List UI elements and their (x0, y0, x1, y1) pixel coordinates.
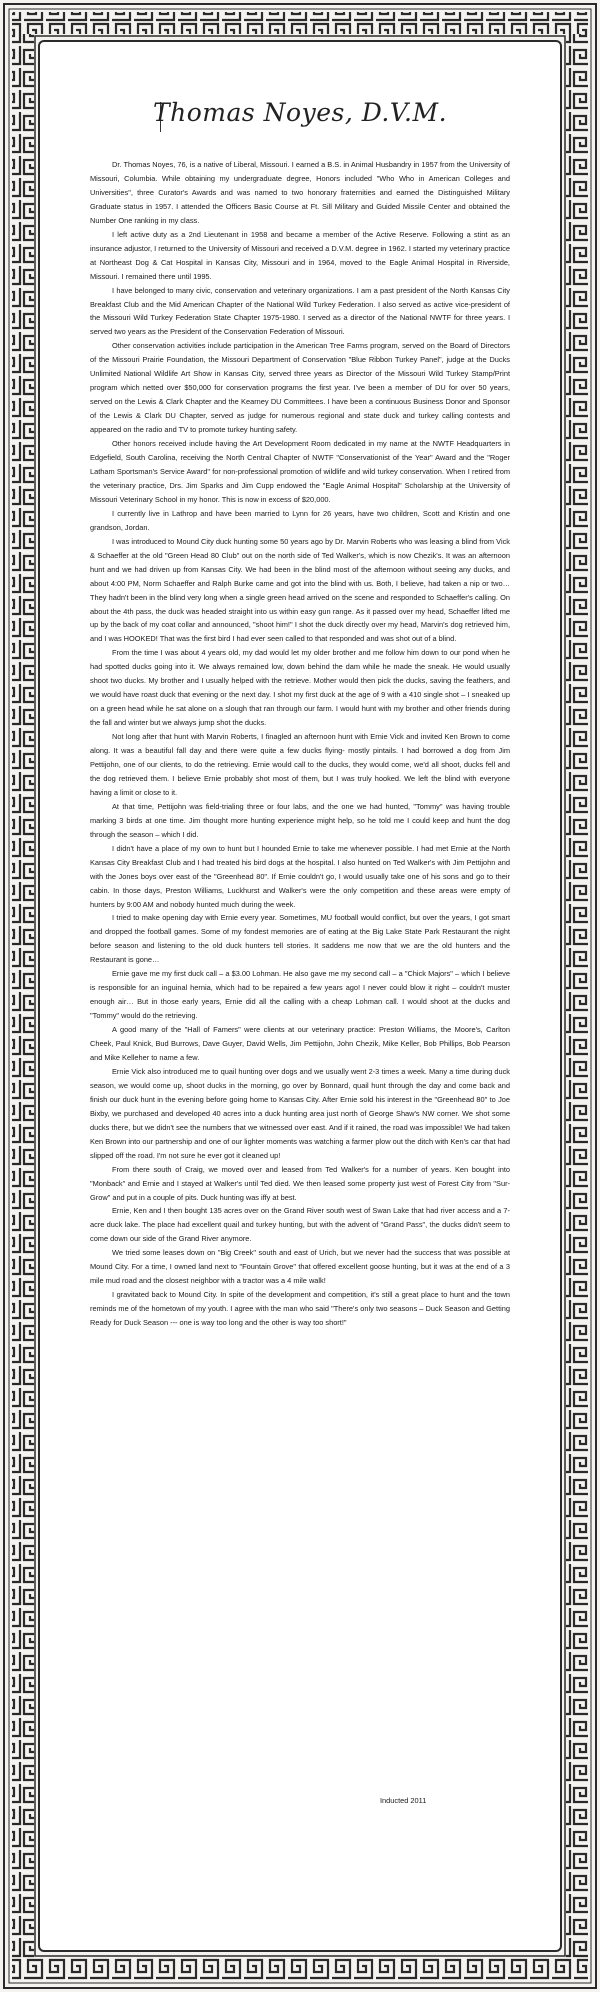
paragraph: A good many of the "Hall of Famers" were clients at our veterinary practice: Preston Williams, the Moore's, Carlton Cheek, Paul Knick, Bud Burrows, Dave Guyer, David Wells, Jim Pettijohn, John Chezik, Mike Keller, Bob Phillips, Bob Pearson and Mike Kelleher to name a few. (90, 1025, 510, 1062)
paragraph: I currently live in Lathrop and have been married to Lynn for 26 years, have two children, Scott and Kristin and one grandson, Jordan. (90, 508, 510, 532)
paragraph: From the time I was about 4 years old, my dad would let my older brother and me follow him down to our pond when he had spotted ducks going into it. We always remained low, down behind the dam while he made the sneak. He would usually shoot two ducks. My brother and I usually helped with the retrieve. Mother would then pick the ducks, saving the feathers, and we would have roast duck that evening or the next day. I shot my first duck at the age of 9 with a 410 single shot – I sneaked up on a green head while he sat alone on a slough that ran through our farm. I would hunt with my brother and other friends during the fall and winter but we always jump shot the ducks. (90, 648, 510, 728)
inducted-note: Inducted 2011 (380, 1796, 427, 1805)
biography-text (90, 158, 510, 1330)
paragraph: Ernie, Ken and I then bought 135 acres over on the Grand River south west of Swan Lake that had river access and a 7-acre duck lake. The place had excellent quail and turkey hunting, but with the advent of "Grand Pass", the ducks didn't seem to come down our side of the Grand River anymore. (90, 1206, 510, 1244)
paragraph: I left active duty as a 2nd Lieutenant in 1958 and became a member of the Active Reserve. Following a stint as an insurance adjustor, I returned to the University of Missouri and received a D.V.M. degree in 1962. I started my veterinary practice at Northeast Dog & Cat Hospital in Kansas City, Missouri and in 1964, moved to the Eagle Animal Hospital in Riverside, Missouri. I remained there until 1995. (90, 229, 510, 281)
paragraph: Ernie Vick also introduced me to quail hunting over dogs and we usually went 2-3 times a week. Many a time during duck season, we would come up, shoot ducks in the morning, go over by Bonnard, quail hunt through the day and come back and finish our duck hunt in the evening before going home to Kansas City. After Ernie sold his interest in the "Greenhead 80" to Joe Bixby, we purchased and developed 40 acres into a duck hunting area just north of George Shaw's NW corner. We shot some ducks there, but we didn't see the numbers that we witnessed over east. And if it rained, the road was impossible! We had taken Ken Brown into our partnership and one of our lighter moments was watching a farmer plow out the ditch with Ken's car that had slipped off the road. I'm not sure he ever got it cleaned up! (90, 1066, 510, 1160)
paragraph: At that time, Pettijohn was field-trialing three or four labs, and the one we had hunted, "Tommy" was having trouble marking 3 birds at one time. Jim thought more hunting experience might help, so he told me I could keep and hunt the dog through the season – which I did. (90, 801, 510, 839)
paragraph: Ernie gave me my first duck call – a $3.00 Lohman. He also gave me my second call – a "Chick Majors" – which I believe is responsible for an inguinal hernia, which had to be repaired a few years ago! I never could blow it right – couldn't muster enough air… But in those early years, Ernie did all the calling with a cheap Lohman call. I would shoot at the ducks and "Tommy" would do the retrieving. (90, 969, 510, 1021)
paragraph: From there south of Craig, we moved over and leased from Ted Walker's for a number of years. Ken bought into "Monback" and Ernie and I stayed at Walker's until Ted died. We then leased some property just west of Forest City from "Sur-Grow" and put in a couple of pits. Duck hunting was iffy at best. (90, 1164, 510, 1202)
paragraph: I didn't have a place of my own to hunt but I hounded Ernie to take me whenever possible. I had met Ernie at the North Kansas City Breakfast Club and I had treated his bird dogs at the hospital. I also hunted on Ted Walker's with Jim Pettijohn and with the Jones boys over east of the "Greenhead 80". If Ernie couldn't go, I would usually take one of his sons and go to their cabin. In those days, Preston Williams, Luckhurst and Walker's were the only competition and these areas were empty of hunters by 9:00 AM and nobody hunted much during the week. (90, 843, 510, 909)
paragraph: I gravitated back to Mound City. In spite of the development and competition, it's still a great place to hunt and the town reminds me of the hometown of my youth. I agree with the man who said "There's only two seasons – Duck Season and Getting Ready for Duck Season --- one is way too long and the other is way too short!" (90, 1290, 510, 1328)
paragraph: Dr. Thomas Noyes, 76, is a native of Liberal, Missouri. I earned a B.S. in Animal Husbandry in 1957 from the University of Missouri, Columbia. While obtaining my undergraduate degree, Honors included "Who Who in American Colleges and Universities", three Curator's Awards and was named to two honorary fraternities and earned the Distinguished Military Graduate status in 1957. I attended the Officers Basic Course at Ft. Sill Military and Guided Missile Center and obtained the Number One ranking in my class. (90, 160, 510, 225)
document-panel (38, 40, 562, 1952)
paragraph: I tried to make opening day with Ernie every year. Sometimes, MU football would conflict, but over the years, I got smart and dropped the football games. Some of my fondest memories are of eating at the Big Lake State Park Restaurant the night before season and listening to the old duck hunters tell stories. It saddens me now that we are the old hunters and the Restaurant is gone… (90, 913, 510, 965)
paragraph: Not long after that hunt with Marvin Roberts, I finagled an afternoon hunt with Ernie Vick and invited Ken Brown to come along. It was a beautiful fall day and there were quite a few ducks flying- mostly pintails. I had borrowed a dog from Jim Pettijohn, one of our clients, to do the retrieving. Ernie would call to the ducks, they would come, we'd all shoot, ducks fell and the dog retrieved them. I believe Ernie probably shot most of them, but I was truly hooked. We left the blind with everyone having a limit or close to it. (90, 732, 510, 797)
paragraph: I was introduced to Mound City duck hunting some 50 years ago by Dr. Marvin Roberts who was leasing a blind from Vick & Schaeffer at the old "Green Head 80 Club" out on the north side of Ted Walker's, which is now Chezik's. It was an afternoon hunt and we had driven up from Kansas City. We had been in the blind most of the afternoon without seeing any ducks, and about 4:00 PM, Norm Schaeffer and Ralph Burke came and got into the blind with us. Both, I believe, had taken a nip or two… They hadn't been in the blind very long when a single green head arrived on the scene and responded to Schaeffer's calling. On about the 4th pass, the duck was headed straight into us within easy gun range. As it passed over my head, Schaeffer lifted me up by the back of my coat collar and announced, "shoot him!" I shot the duck directly over my head, Marvin's dog retrieved him, and I was HOOKED! That was the first bird I had ever seen called to that responded and was shot out of a blind. (90, 536, 510, 644)
paragraph: I have belonged to many civic, conservation and veterinary organizations. I am a past president of the North Kansas City Breakfast Club and the Mid American Chapter of the National Wild Turkey Federation. I also served as active vice-president of the Missouri Wild Turkey Federation State Chapter 1975-1980. I served as a director of the National NWTF for three years. I served two years as the President of the Conservation Federation of Missouri. (90, 285, 510, 337)
page-title: Thomas Noyes, D.V.M. (152, 98, 448, 127)
paragraph: We tried some leases down on "Big Creek" south and east of Urich, but we never had the success that was possible at Mound City. For a time, I owned land next to "Fountain Grove" that offered excellent goose hunting, but it was at the end of a 3 mile mud road and the closest neighbor with a tractor was a 4 mile walk! (90, 1248, 510, 1286)
paragraph: Other conservation activities include participation in the American Tree Farms program, served on the Board of Directors of the Missouri Prairie Foundation, the Missouri Department of Conservation "Blue Ribbon Turkey Panel", judge at the Ducks Unlimited National Wildlife Art Show in Kansas City, served three years as Director of the Missouri Wild Turkey Stamp/Print program which netted over $50,000 for conservation programs the first year. I've been a member of DU for over 50 years, served on the Lewis & Clark Chapter and the Kearney DU Committees. I have been a continuous Business Donor and Sponsor of the Lewis & Clark DU Chapter, served as judge for numerous regional and state duck and turkey calling contests and appeared on the radio and TV to promote turkey hunting safety. (90, 341, 510, 435)
paragraph: Other honors received include having the Art Development Room dedicated in my name at the NWTF Headquarters in Edgefield, South Carolina, receiving the North Central Chapter of NWTF "Conservationist of the Year" Award and the "Roger Latham Sportsman's Service Award" for non-professional promotion of wildlife and wild turkey conservation. When I retired from the veterinary practice, Drs. Jim Sparks and Jim Cupp endowed the "Eagle Animal Hospital" Scholarship at the University of Missouri Veterinary School in my honor. This is now in excess of $20,000. (90, 439, 510, 504)
